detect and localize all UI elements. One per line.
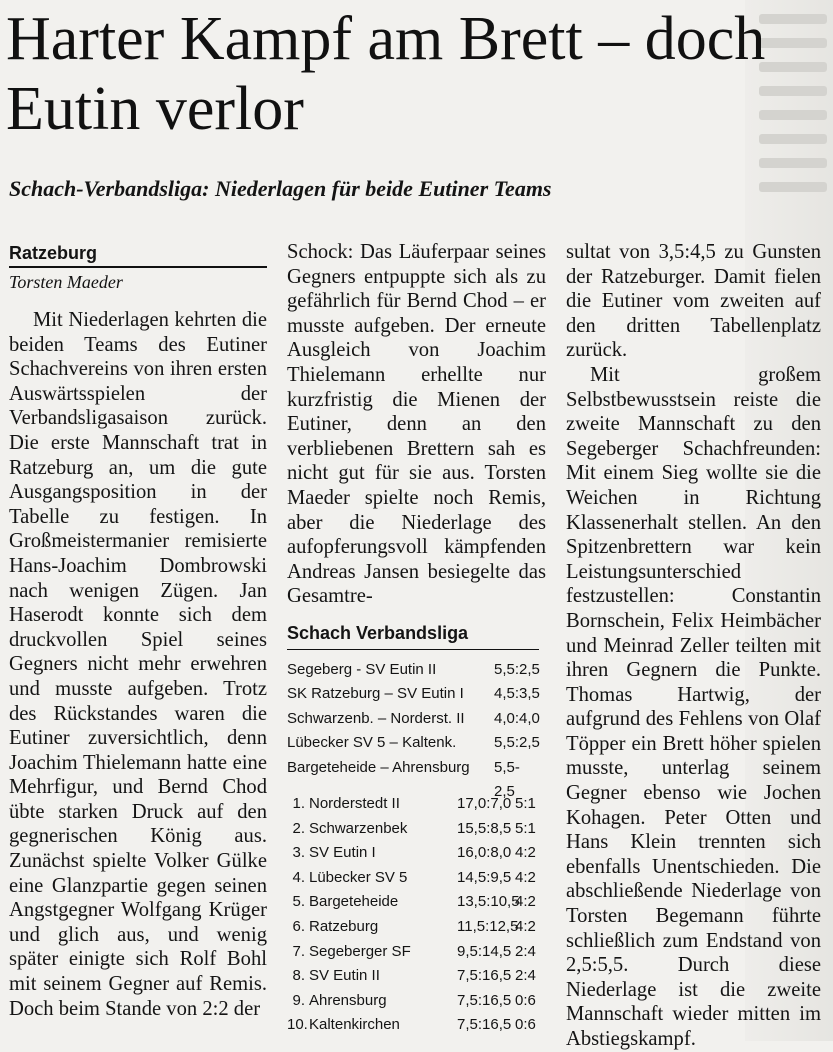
standings-row xyxy=(287,866,546,891)
team-cell: Kaltenkirchen xyxy=(309,1016,400,1034)
team-cell: Bargeteheide xyxy=(309,893,399,911)
match-cell: Segeberg - SV Eutin II xyxy=(287,660,437,678)
standings-row xyxy=(287,890,546,915)
team-cell: Ahrensburg xyxy=(309,991,387,1009)
team-cell: Schwarzenbek xyxy=(309,819,408,837)
board-points-cell: 9,5:14,5 xyxy=(457,942,512,960)
score-cell: 5,5-2,5 xyxy=(494,758,520,800)
headline: Harter Kampf am Brett – doch Eutin verlor xyxy=(6,5,766,143)
column-2 xyxy=(287,240,546,1038)
result-row xyxy=(287,682,546,707)
match-points-cell: 4:2 xyxy=(515,893,536,911)
match-points-cell: 5:1 xyxy=(515,819,536,837)
result-row xyxy=(287,707,546,732)
board-points-cell: 17,0:7,0 xyxy=(457,795,512,812)
board-points-cell: 13,5:10,5 xyxy=(457,893,520,911)
match-points-cell: 4:2 xyxy=(515,844,536,862)
match-points-cell: 4:2 xyxy=(515,917,536,935)
board-points-cell: 16,0:8,0 xyxy=(457,844,512,862)
standings-table xyxy=(287,792,546,1038)
result-row xyxy=(287,731,546,756)
board-points-cell: 15,5:8,5 xyxy=(457,819,512,837)
body-paragraph-3: sultat von 3,5:4,5 zu Gunsten der Ratzeburger. Damit fielen die Eutiner vom zweiten auf den dritten Tabellenplatz zurück. xyxy=(566,241,821,362)
body-paragraph-4: Mit großem Selbstbewusstsein reiste die zweite Mannschaft zu den Segeberger Schachfreunden: Mit einem Sieg wollte sie die Weichen in Richtung Klassenerhalt stellen. An den Spitzenbrettern war kein Leistungsunterschied festzustellen: Constantin Bornschein, Felix Heimbächer und Meinrad Zeller teilten mit ihren Gegnern die Punkte. Thomas Hartwig, der aufgrund des Fehlens von Olaf Töpper ein Brett höher spielen musste, unterlag seinem Gegner ebenso wie Jochen Kohagen. Peter Otten und Hans Klein trennten sich ebenfalls Unentschieden. Die abschließende Niederlage von Torsten Begemann führte schließlich zum Endstand von 2,5:5,5. Durch diese Niederlage ist die zweite Mannschaft wieder mitten im Abstiegskampf. xyxy=(566,363,821,1050)
match-points-cell: 2:4 xyxy=(515,967,536,985)
score-cell: 5,5:2,5 xyxy=(494,734,540,751)
match-cell: Bargeteheide – Ahrensburg xyxy=(287,758,470,776)
board-points-cell: 7,5:16,5 xyxy=(457,967,512,985)
team-cell: Lübecker SV 5 xyxy=(309,868,408,886)
match-points-cell: 2:4 xyxy=(515,942,536,960)
standings-row xyxy=(287,964,546,989)
rank-cell: 10. xyxy=(287,1016,308,1034)
column-3 xyxy=(566,240,821,1052)
team-cell: SV Eutin I xyxy=(309,844,376,862)
standings-row xyxy=(287,841,546,866)
match-cell: Lübecker SV 5 – Kaltenk. xyxy=(287,734,457,751)
standings-row xyxy=(287,989,546,1014)
result-row xyxy=(287,756,546,800)
author-byline: Torsten Maeder xyxy=(9,272,123,292)
rank-cell: 3. xyxy=(292,844,305,862)
column-1 xyxy=(9,242,267,1021)
standings-row xyxy=(287,1013,546,1038)
match-cell: Schwarzenb. – Norderst. II xyxy=(287,709,465,727)
match-points-cell: 0:6 xyxy=(515,1016,536,1034)
score-cell: 5,5:2,5 xyxy=(494,660,540,678)
match-points-cell: 5:1 xyxy=(515,795,536,812)
score-cell: 4,5:3,5 xyxy=(494,685,540,702)
rank-cell: 9. xyxy=(292,991,305,1009)
standings-row xyxy=(287,792,546,817)
standings-row xyxy=(287,915,546,940)
team-cell: Segeberger SF xyxy=(309,942,411,960)
table-title: Schach Verbandsliga xyxy=(287,621,539,650)
rank-cell: 4. xyxy=(292,868,305,886)
standings-row xyxy=(287,817,546,842)
rank-cell: 5. xyxy=(292,893,305,911)
match-cell: SK Ratzeburg – SV Eutin I xyxy=(287,685,464,702)
board-points-cell: 14,5:9,5 xyxy=(457,868,512,886)
board-points-cell: 7,5:16,5 xyxy=(457,991,512,1009)
rank-cell: 8. xyxy=(292,967,305,985)
result-row xyxy=(287,658,546,683)
score-cell: 4,0:4,0 xyxy=(494,709,540,727)
board-points-cell: 11,5:12,5 xyxy=(457,917,519,935)
rank-cell: 6. xyxy=(292,917,305,935)
board-points-cell: 7,5:16,5 xyxy=(457,1016,512,1034)
rank-cell: 2. xyxy=(292,819,305,837)
standings-row xyxy=(287,940,546,965)
body-paragraph-1: Mit Niederlagen kehrten die beiden Teams des Eutiner Schachvereins von ihren ersten Auswärtsspielen der Verbandsligasaison zurück. Die erste Mannschaft trat in Ratzeburg an, um die gute Ausgangsposition in der Tabelle zu festigen. In Großmeistermanier remisierte Hans-Joachim Dombrowski nach wenigen Zügen. Jan Haserodt konnte sich dem druckvollen Spiel seines Gegners nicht mehr erwehren und musste aufgeben. Trotz des Rückstandes waren die Eutiner zuversichtlich, denn Joachim Thielemann hatte eine Mehrfigur, und Bernd Chod übte starken Druck auf den gegnerischen König aus. Zunächst spielte Volker Gülke eine Glanzpartie gegen seinen Angstgegner Wolfgang Krüger und glich aus, und wenig später einigte sich Rolf Bohl mit seinem Gegner auf Remis. Doch beim Stande von 2:2 der xyxy=(9,309,267,1020)
subheadline: Schach-Verbandsliga: Niederlagen für beide Eutiner Teams xyxy=(9,176,552,201)
rank-cell: 7. xyxy=(292,942,305,960)
results-list xyxy=(287,658,546,800)
team-cell: Ratzeburg xyxy=(309,917,379,935)
match-points-cell: 4:2 xyxy=(515,868,536,886)
match-points-cell: 0:6 xyxy=(515,991,536,1009)
rank-cell: 1. xyxy=(292,795,305,812)
team-cell: SV Eutin II xyxy=(309,967,380,985)
team-cell: Norderstedt II xyxy=(309,795,400,812)
location-label: Ratzeburg xyxy=(9,242,267,268)
body-paragraph-2: Schock: Das Läuferpaar seines Gegners entpuppte sich als zu gefährlich für Bernd Chod – er musste aufgeben. Der erneute Ausgleich von Joachim Thielemann erhellte nur kurzfristig die Mienen der Eutiner, denn an den verbliebenen Brettern sah es nicht gut für sie aus. Torsten Maeder spielte noch Remis, aber die Niederlage des aufopferungsvoll kämpfenden Andreas Jansen besiegelte das Gesamtre- xyxy=(287,241,546,608)
